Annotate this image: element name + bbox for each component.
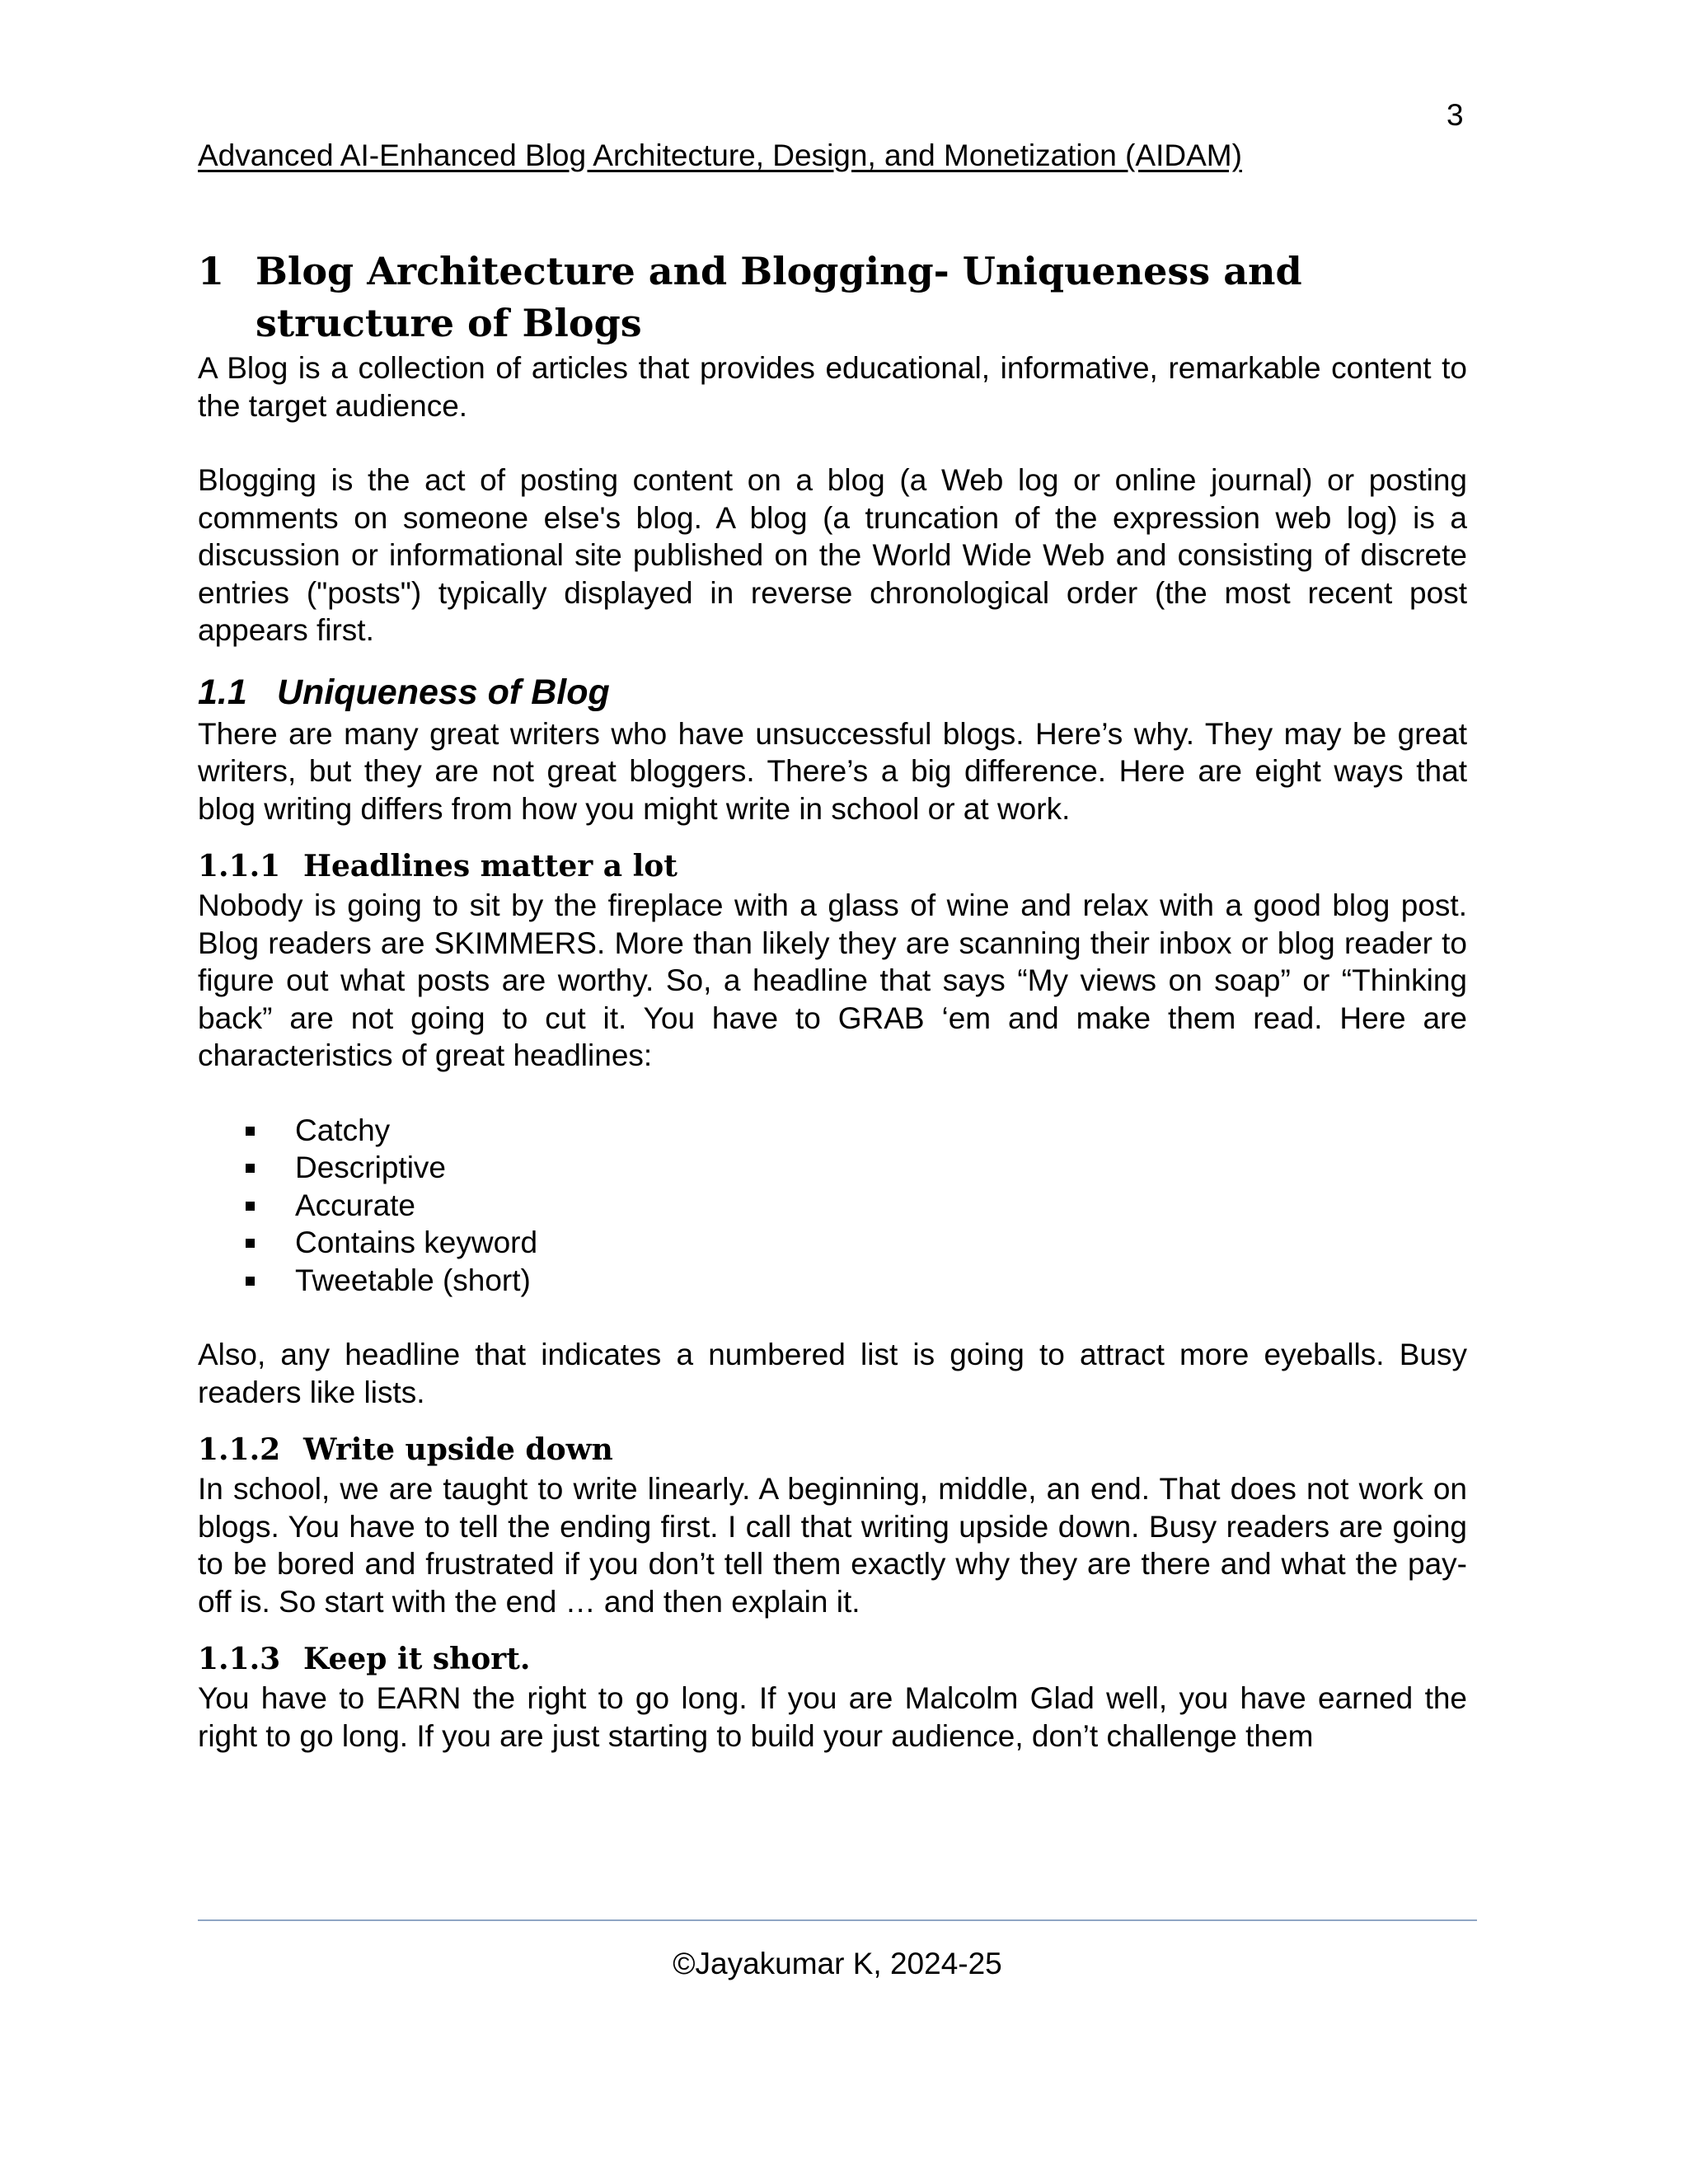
bullet-icon — [246, 1202, 255, 1211]
heading-number: 1.1.2 — [198, 1432, 281, 1467]
paragraph-numbered-lists: Also, any headline that indicates a numbered list is going to attract more eyeballs. Busy readers like lists. — [198, 1338, 1467, 1409]
paragraph-blog-definition: A Blog is a collection of articles that provides educational, informative, remarkable content to the target audience. — [198, 351, 1467, 423]
list-item: Descriptive — [198, 1149, 1467, 1187]
list-item: Accurate — [198, 1187, 1467, 1225]
heading-title: Keep it short. — [303, 1642, 531, 1676]
list-item: Contains keyword — [198, 1224, 1467, 1262]
footer-divider — [198, 1919, 1477, 1921]
paragraph-upside-down: In school, we are taught to write linearly. A beginning, middle, an end. That does not work on blogs. You have to tell the ending first. I call that writing upside down. Busy readers are going to be bored and frustrated if you don’t tell them exactly why they are there and what the pay-off is. So start with the end … and then explain it. — [198, 1472, 1467, 1619]
page-number: 3 — [1447, 98, 1464, 132]
heading-section-1-1-1 — [198, 846, 1467, 887]
heading-number: 1.1.3 — [198, 1642, 281, 1676]
heading-number: 1.1.1 — [198, 849, 281, 883]
heading-section-1-1-3 — [198, 1638, 1467, 1680]
heading-number: 1 — [198, 249, 225, 293]
paragraph-blogging-definition: Blogging is the act of posting content on a blog (a Web log or online journal) or posting comments on someone else's blog. A blog (a truncation of the expression web log) is a discussion or informational site published on the World Wide Web and consisting of discrete entries ("posts") typically displayed in reverse chronological order (the most recent post appears first. — [198, 463, 1467, 647]
footer-copyright: ©Jayakumar K, 2024-25 — [673, 1947, 1002, 1980]
heading-section-1-1 — [198, 669, 1467, 715]
heading-title: Blog Architecture and Blogging- Uniqueness and structure of Blogs — [256, 249, 1302, 345]
bullet-icon — [246, 1239, 255, 1248]
heading-title: Uniqueness of Blog — [277, 672, 610, 712]
heading-section-1-1-2 — [198, 1429, 1467, 1470]
paragraph-keep-short: You have to EARN the right to go long. If you are Malcolm Glad well, you have earned the right to go long. If you are just starting to build your audience, don’t challenge them — [198, 1681, 1467, 1753]
heading-title: Headlines matter a lot — [303, 849, 678, 883]
heading-number: 1.1 — [198, 672, 247, 712]
bullet-icon — [246, 1277, 255, 1286]
page-content — [198, 246, 1467, 1755]
bullet-icon — [246, 1127, 255, 1136]
heading-section-1 — [198, 246, 1467, 349]
paragraph-headlines: Nobody is going to sit by the fireplace with a glass of wine and relax with a good blog post. Blog readers are SKIMMERS. More than likely they are scanning their inbox or blog reader to figure out what posts are worthy. So, a headline that says “My views on soap” or “Thinking back” are not going to cut it. You have to GRAB ‘em and make them read. Here are characteristics of great headlines: — [198, 888, 1467, 1072]
list-item: Catchy — [198, 1112, 1467, 1150]
bullet-icon — [246, 1164, 255, 1173]
running-header: Advanced AI-Enhanced Blog Architecture, Design, and Monetization (AIDAM) — [198, 138, 1242, 172]
paragraph-uniqueness: There are many great writers who have unsuccessful blogs. Here’s why. They may be great writers, but they are not great bloggers. There’s a big difference. Here are eight ways that blog writing differs from how you might write in school or at work. — [198, 716, 1467, 826]
list-item: Tweetable (short) — [198, 1262, 1467, 1300]
heading-title: Write upside down — [303, 1432, 613, 1467]
headline-characteristics-list — [198, 1112, 1467, 1300]
